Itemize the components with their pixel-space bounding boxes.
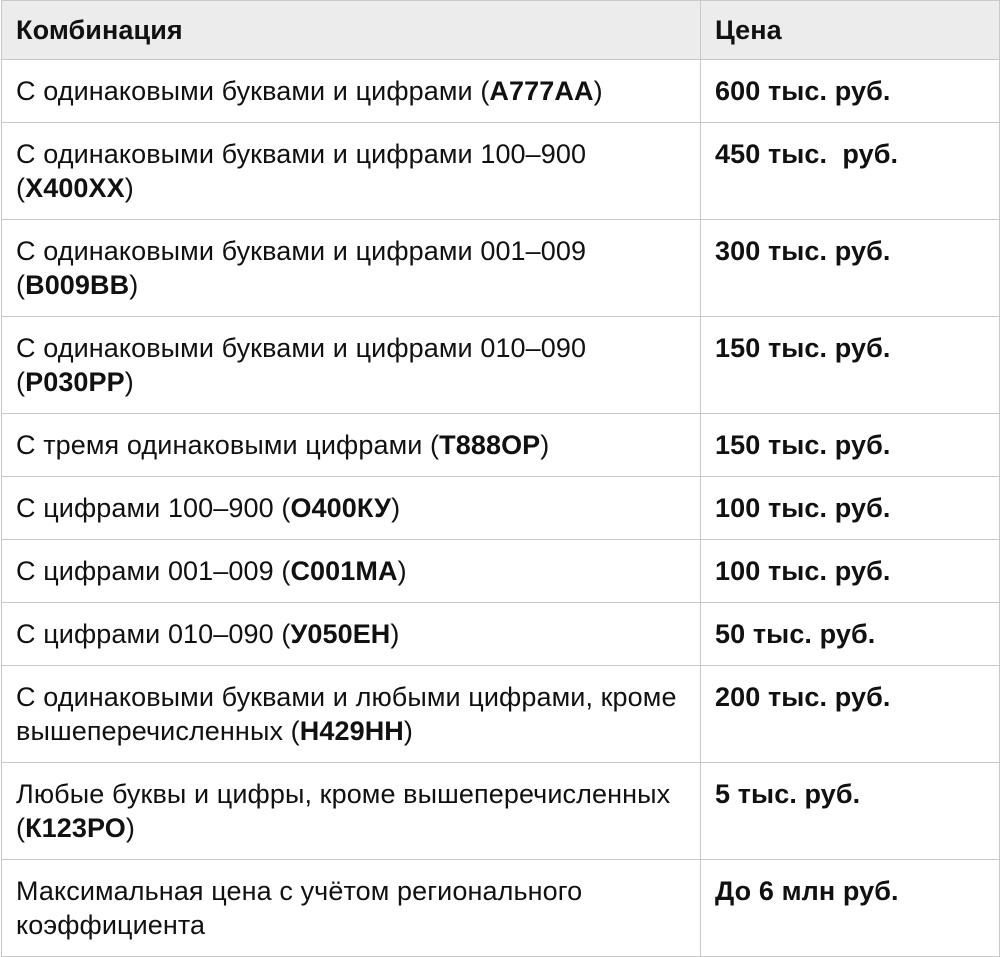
combination-close: ) — [397, 556, 407, 586]
plate-code: В009ВВ — [25, 270, 130, 300]
price-cell: 450 тыс. руб. — [701, 123, 1000, 220]
table-row — [2, 123, 1000, 220]
combination-close: ) — [124, 173, 134, 203]
combination-cell — [2, 860, 701, 957]
combination-close: ) — [124, 367, 134, 397]
combination-text: С цифрами 001–009 ( — [16, 556, 291, 586]
table-row — [2, 603, 1000, 666]
price-cell: 100 тыс. руб. — [701, 477, 1000, 540]
price-cell: 5 тыс. руб. — [701, 763, 1000, 860]
table-row — [2, 414, 1000, 477]
combination-cell — [2, 603, 701, 666]
header-price: Цена — [701, 1, 1000, 60]
plate-code: У050ЕН — [290, 619, 391, 649]
combination-text: С одинаковыми буквами и цифрами 100–900 ( — [16, 139, 587, 203]
combination-text: С одинаковыми буквами и цифрами ( — [16, 76, 490, 106]
combination-text: С тремя одинаковыми цифрами ( — [16, 430, 440, 460]
combination-close: ) — [391, 493, 401, 523]
plate-code: К123РО — [25, 813, 126, 843]
combination-cell — [2, 317, 701, 414]
plate-code: А777АА — [489, 76, 594, 106]
table-row — [2, 666, 1000, 763]
table-row — [2, 860, 1000, 957]
plate-code: О400КУ — [290, 493, 392, 523]
price-cell: 100 тыс. руб. — [701, 540, 1000, 603]
table-row — [2, 540, 1000, 603]
combination-text: Максимальная цена с учётом регионального коэффициента — [16, 876, 583, 940]
combination-cell — [2, 414, 701, 477]
price-cell: 150 тыс. руб. — [701, 414, 1000, 477]
plate-code: Х400ХХ — [25, 173, 125, 203]
combination-cell — [2, 540, 701, 603]
combination-text: С одинаковыми буквами и цифрами 001–009 ( — [16, 236, 587, 300]
plate-code: Р030РР — [25, 367, 125, 397]
price-cell: До 6 млн руб. — [701, 860, 1000, 957]
combination-close: ) — [593, 76, 603, 106]
combination-text: С цифрами 010–090 ( — [16, 619, 291, 649]
combination-cell — [2, 60, 701, 123]
plate-code: С001МА — [290, 556, 398, 586]
price-cell: 300 тыс. руб. — [701, 220, 1000, 317]
header-combination: Комбинация — [2, 1, 701, 60]
combination-text: Любые буквы и цифры, кроме вышеперечисленных ( — [16, 779, 671, 843]
price-cell: 200 тыс. руб. — [701, 666, 1000, 763]
table-row — [2, 477, 1000, 540]
price-cell: 150 тыс. руб. — [701, 317, 1000, 414]
combination-close: ) — [403, 716, 413, 746]
price-table — [1, 0, 1000, 957]
combination-cell — [2, 666, 701, 763]
combination-close: ) — [390, 619, 400, 649]
combination-text: С цифрами 100–900 ( — [16, 493, 291, 523]
table-row — [2, 220, 1000, 317]
table-row — [2, 60, 1000, 123]
combination-cell — [2, 220, 701, 317]
plate-code: Т888ОР — [439, 430, 541, 460]
table-row — [2, 317, 1000, 414]
table-row — [2, 763, 1000, 860]
combination-close: ) — [129, 270, 139, 300]
table-header-row — [2, 1, 1000, 60]
plate-code: Н429НН — [299, 716, 404, 746]
combination-text: С одинаковыми буквами и любыми цифрами, кроме вышеперечисленных ( — [16, 682, 677, 746]
combination-cell — [2, 477, 701, 540]
price-cell: 600 тыс. руб. — [701, 60, 1000, 123]
combination-text: С одинаковыми буквами и цифрами 010–090 ( — [16, 333, 587, 397]
price-cell: 50 тыс. руб. — [701, 603, 1000, 666]
combination-close: ) — [540, 430, 550, 460]
combination-cell — [2, 763, 701, 860]
combination-close: ) — [125, 813, 135, 843]
combination-cell — [2, 123, 701, 220]
